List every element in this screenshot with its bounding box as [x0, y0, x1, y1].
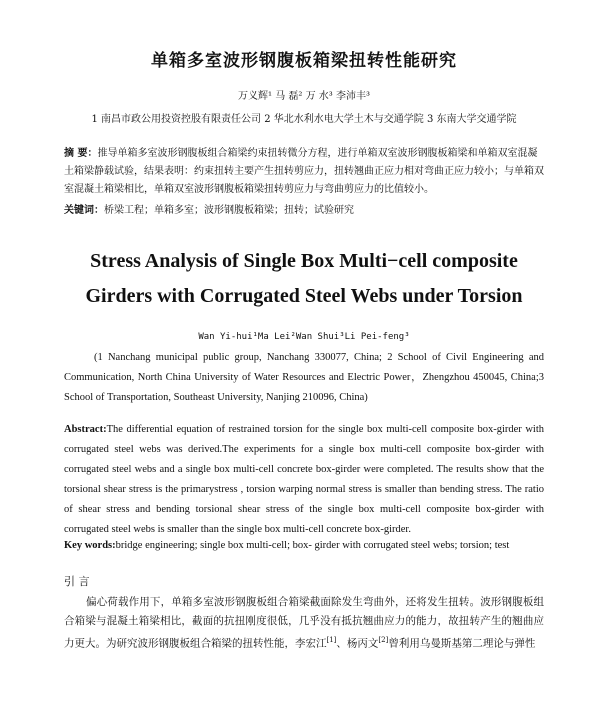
citation-2: [2] — [378, 636, 389, 644]
english-abstract — [64, 420, 544, 540]
chinese-authors: 万义辉¹ 马 磊² 万 水³ 李沛丰³ — [238, 91, 370, 102]
introduction-heading: 引 言 — [64, 575, 90, 588]
intro-text-part-1: 偏心荷载作用下，单箱多室波形钢腹板组合箱梁截面除发生弯曲外，还将发生扭转。波形钢腹板组合箱梁与混凝土箱梁相比，截面的抗扭刚度很低，几乎没有抵抗翘曲应力的能力，故扭转产生的翘曲应力更大。为研究波形钢腹板组合箱梁的扭转性能，李宏江 — [64, 596, 544, 650]
chinese-abstract-label: 摘 要： — [64, 148, 98, 159]
english-title — [64, 244, 544, 314]
chinese-keywords-label: 关键词： — [64, 205, 104, 216]
chinese-abstract — [64, 145, 544, 199]
english-affiliations: (1 Nanchang municipal public group, Nanchang 330077, China; 2 School of Civil Engineering and Communication, North China University of Water Resources and Electric Power，Zhengzhou 450045, China;3 School of Transportation, Southeast University, Nanjing 210096, China) — [64, 352, 544, 403]
chinese-abstract-text: 推导单箱多室波形钢腹板组合箱梁约束扭转微分方程，进行单箱双室波形钢腹板箱梁和单箱双室混凝土箱梁静载试验，结果表明：约束扭转主要产生扭转剪应力，扭转翘曲正应力相对弯曲正应力较小；与单箱双室混凝土箱梁相比，单箱双室波形钢腹板箱梁扭转剪应力与弯曲剪应力的比值较小。 — [64, 148, 544, 195]
english-title-line-1: Stress Analysis of Single Box Multi−cell composite — [90, 250, 518, 272]
english-authors: Wan Yi-hui¹Ma Lei²Wan Shui³Li Pei-feng³ — [198, 332, 410, 342]
chinese-title: 单箱多室波形钢腹板箱梁扭转性能研究 — [151, 51, 457, 71]
english-keywords-text: bridge engineering; single box multi-cell; box- girder with corrugated steel webs; torsion; test — [115, 540, 510, 551]
intro-text-part-3: 曾利用乌曼斯基第二理论与弹性 — [388, 637, 536, 650]
citation-1: [1] — [326, 636, 337, 644]
chinese-keywords — [64, 201, 544, 216]
chinese-keywords-text: 桥梁工程；单箱多室；波形钢腹板箱梁；扭转；试验研究 — [104, 205, 354, 216]
english-title-line-2: Girders with Corrugated Steel Webs under Torsion — [85, 285, 523, 307]
english-abstract-label: Abstract: — [64, 424, 107, 435]
introduction-paragraph — [64, 593, 544, 654]
english-abstract-text: The differential equation of restrained torsion for the single box multi-cell composite box-girder with corrugated steel webs was derived.The experiments for a single box multi-cell composite box-girder with corrugated steel webs and a single box multi-cell concrete box-girder were completed. The results show that the torsional shear stress is the primarystress , torsion warping normal stress is smaller than bending stress. The ratio of shear stress and bending torsional shear stress of the single box multi-cell composite box-girder with corrugated steel webs is smaller than the single box multi-cell concrete box-girder. — [64, 424, 544, 535]
chinese-affiliations: 1 南昌市政公用投资控股有限责任公司 2 华北水利水电大学土木与交通学院 3 东南大学交通学院 — [91, 114, 517, 125]
english-keywords-label: Key words: — [64, 540, 116, 551]
english-keywords — [64, 540, 544, 551]
intro-text-part-2: 、杨丙文 — [336, 637, 379, 650]
